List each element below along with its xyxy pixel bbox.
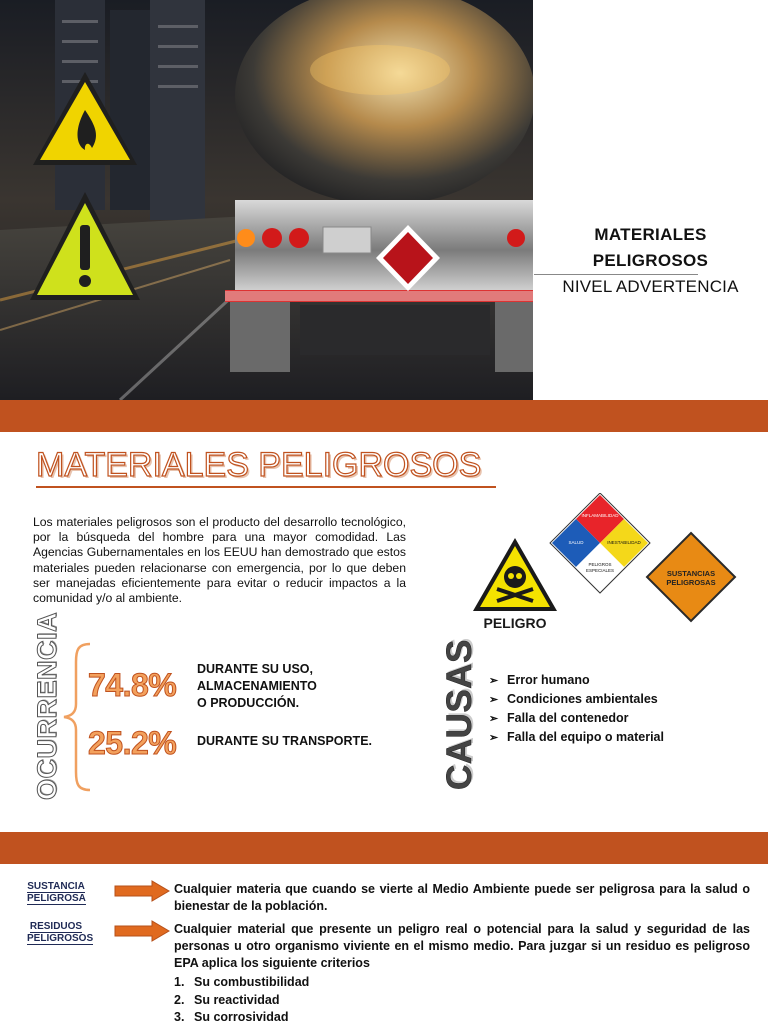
arrow-bullet-icon: ➢ <box>489 732 499 744</box>
sustancias-peligrosas-sign <box>647 533 735 621</box>
arrow-bullet-icon: ➢ <box>489 675 499 687</box>
hero-title-line2: PELIGROSOS <box>592 251 709 270</box>
criteria-list <box>174 974 309 1024</box>
list-item: 2. Su reactividad <box>174 992 280 1007</box>
list-item: 1. Su combustibilidad <box>174 975 310 989</box>
definition-term-1-line2: PELIGROSA <box>27 893 86 904</box>
list-item: ➢ Falla del equipo o material <box>489 728 664 747</box>
hero-subtitle: NIVEL ADVERTENCIA <box>562 277 739 296</box>
sustancias-label-2: PELIGROSAS <box>666 578 716 587</box>
sustancias-label-1: SUSTANCIAS <box>666 569 716 578</box>
ocurrencia-label: OCURRENCIA <box>32 611 62 800</box>
hero-title-line1: MATERIALES <box>594 225 707 244</box>
section-heading-underline <box>36 486 496 488</box>
intro-paragraph: Los materiales peligrosos son el producto del desarrollo tecnológico, por la búsqueda del hombre para una mayor comodidad. Las Agencias Gubernamentales en los EEUU han demostrado que estos materiales pueden relacionarse con emergencia, por lo que deben ser manejadas eficientemente para evitar o reducir impactos a la comunidad y/o al ambiente. <box>33 515 406 606</box>
right-arrow-icon <box>114 880 170 902</box>
skull-danger-sign <box>473 538 557 631</box>
list-item: ➢ Condiciones ambientales <box>489 690 664 709</box>
nfpa-left-label: SALUD <box>568 540 584 545</box>
definition-term-2-line1: RESIDUOS <box>29 921 83 932</box>
tanker-truck-illustration <box>0 0 533 400</box>
ocurrencia-percent-1: 74.8% <box>88 667 177 703</box>
ocurrencia-desc-1-line3: O PRODUCCIÓN. <box>197 696 300 710</box>
hero-section <box>0 0 768 400</box>
section-heading: MATERIALES PELIGROSOS <box>36 446 482 484</box>
orange-divider-band <box>0 400 768 432</box>
list-item: ➢ Falla del contenedor <box>489 709 664 728</box>
nfpa-top-label: INFLAMABILIDAD <box>581 513 619 518</box>
hazard-symbols <box>465 493 745 633</box>
ocurrencia-desc-1 <box>197 661 317 712</box>
definition-term-2-line2: PELIGROSOS <box>27 933 94 944</box>
nfpa-bottom-label-1: PELIGROS <box>588 562 612 567</box>
ocurrencia-percent-2: 25.2% <box>88 725 177 761</box>
ocurrencia-desc-2: DURANTE SU TRANSPORTE. <box>197 734 373 748</box>
definition-text-2: Cualquier material que presente un peligro real o potencial para la salud y seguridad de las personas u otro organismo viviente en el mismo medio. Para juzgar si un residuo es peligroso EPA aplica los siguiente criterios <box>174 922 750 970</box>
nfpa-right-label: INESTABILIDAD <box>607 540 641 545</box>
hazard-symbols-graphic <box>465 493 745 633</box>
nfpa-diamond <box>550 493 650 593</box>
curly-brace <box>60 642 94 792</box>
causas-label: CAUSAS <box>440 639 479 790</box>
hero-title <box>533 222 768 274</box>
arrow-bullet-icon: ➢ <box>489 713 499 725</box>
ocurrencia-desc-1-line1: DURANTE SU USO, <box>197 662 313 676</box>
peligro-label: PELIGRO <box>483 615 547 631</box>
list-item: 3. Su corrosividad <box>174 1010 289 1024</box>
causas-list <box>489 671 664 747</box>
nfpa-bottom-label-2: ESPECIALES <box>585 568 615 573</box>
right-arrow-icon <box>114 920 170 942</box>
definition-text-1: Cualquier materia que cuando se vierte al Medio Ambiente puede ser peligrosa para la salud o bienestar de la población. <box>174 882 750 913</box>
hazmat-tanker-photo <box>0 0 533 400</box>
arrow-bullet-icon: ➢ <box>489 694 499 706</box>
definition-term-1-line1: SUSTANCIA <box>27 881 85 892</box>
list-item: ➢ Error humano <box>489 671 664 690</box>
definition-term-1 <box>27 881 85 905</box>
ocurrencia-desc-1-line2: ALMACENAMIENTO <box>197 679 317 693</box>
definition-term-2 <box>27 921 94 945</box>
orange-divider-band-2 <box>0 832 768 864</box>
